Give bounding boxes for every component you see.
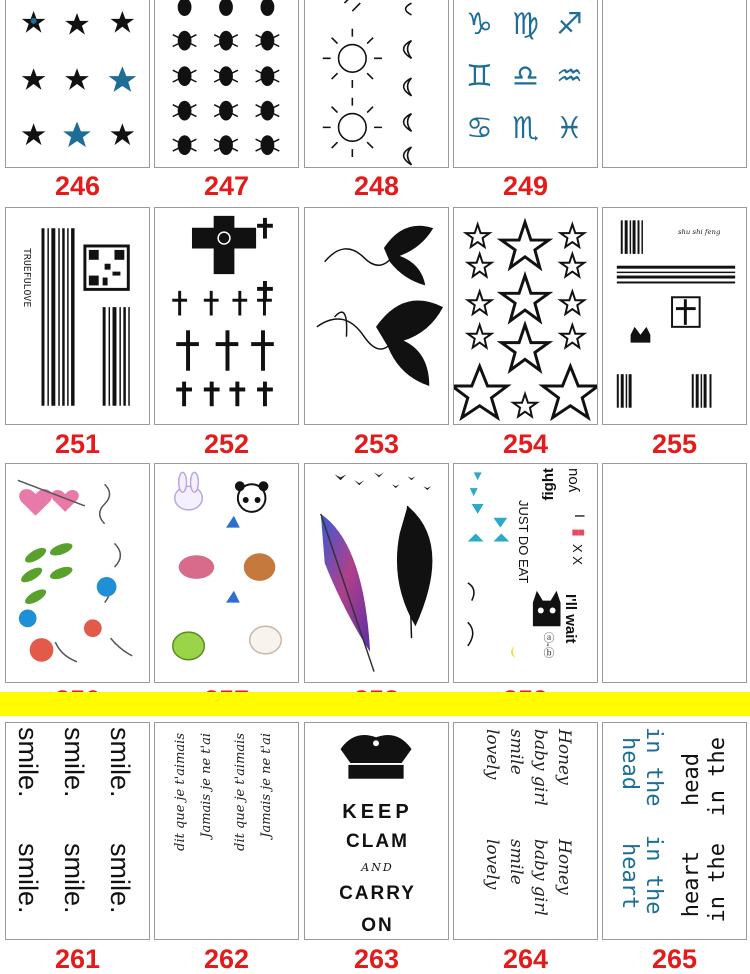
zodiac-cancer-icon: ♋ xyxy=(466,111,493,146)
text-just-do-eat: JUST DO EAT xyxy=(516,500,531,584)
stars-tribal-icon xyxy=(6,0,149,167)
catalog-number-251: 251 xyxy=(54,429,101,459)
french-line-1: Jamais je ne t'ai xyxy=(259,733,274,838)
zodiac-capricorn-icon: ♑ xyxy=(466,7,493,42)
smile-text-2: smile. xyxy=(13,843,43,914)
catalog-number-265: 265 xyxy=(651,944,698,974)
design-card-252[interactable] xyxy=(154,207,299,425)
catalog-number-254: 254 xyxy=(502,429,549,459)
design-card-259[interactable] xyxy=(453,463,598,683)
zodiac-libra-icon: ♎ xyxy=(512,59,539,94)
design-card-249[interactable] xyxy=(453,0,598,168)
zodiac-virgo-icon: ♍ xyxy=(512,7,539,42)
zodiac-gemini-icon: ♊ xyxy=(466,59,493,94)
smile-text-1: smile. xyxy=(13,727,43,798)
lovely-text-2: lovely xyxy=(482,839,502,890)
french-line-4: dit que je t'aimais xyxy=(173,733,188,851)
head-text: head xyxy=(679,753,704,806)
design-card-253[interactable] xyxy=(304,207,449,425)
crosses-icon xyxy=(155,208,298,424)
design-card-251[interactable] xyxy=(5,207,150,425)
keep-text: KEEP xyxy=(342,801,413,823)
barcode-text: TRUEFULOVE xyxy=(20,247,32,308)
text-i: I xyxy=(572,514,588,518)
design-card-256[interactable] xyxy=(5,463,150,683)
design-card-blank-1 xyxy=(602,0,747,168)
catalog-number-246: 246 xyxy=(54,171,101,201)
sun-moon-icon xyxy=(305,0,448,167)
text-ill-wait: I'll wait xyxy=(562,594,579,644)
head-text-blue: head xyxy=(617,737,642,790)
honey-text-2: Honey xyxy=(554,839,574,895)
feathers-birds-icon xyxy=(305,464,448,682)
design-card-263[interactable] xyxy=(304,722,449,940)
smile-text-3: smile. xyxy=(59,727,89,798)
french-line-2: dit que je t'aimais xyxy=(233,733,248,851)
cute-animals-icon xyxy=(155,464,298,682)
design-card-247[interactable] xyxy=(154,0,299,168)
heart-text-blue: heart xyxy=(617,843,642,910)
text-fight: fight xyxy=(540,468,557,501)
catalog-number-252: 252 xyxy=(203,429,250,459)
in-the-text-2: in the xyxy=(641,727,666,807)
zodiac-scorpio-icon: ♏ xyxy=(512,111,539,146)
catalog-number-247: 247 xyxy=(203,171,250,201)
hearts-leaves-flowers-icon xyxy=(6,464,149,682)
carry-text: CARRY xyxy=(339,883,416,904)
smile-script-text-1: smile xyxy=(506,729,526,775)
catalog-number-248: 248 xyxy=(353,171,400,201)
insects-icon xyxy=(155,0,298,167)
design-card-258[interactable] xyxy=(304,463,449,683)
text-you: you xyxy=(564,468,581,493)
clam-text: CLAM xyxy=(346,831,409,852)
smile-script-text-2: smile xyxy=(506,839,526,885)
zodiac-sagittarius-icon: ♐ xyxy=(556,7,583,42)
catalog-number-253: 253 xyxy=(353,429,400,459)
catalog-number-255: 255 xyxy=(651,429,698,459)
design-card-246[interactable] xyxy=(5,0,150,168)
baby-girl-text-1: baby girl xyxy=(530,729,550,806)
catalog-number-262: 262 xyxy=(203,944,250,974)
french-line-3: Jamais je ne t'ai xyxy=(199,733,214,838)
and-text: AND xyxy=(361,861,394,874)
zodiac-aquarius-icon: ♒ xyxy=(556,59,583,94)
in-the-text-4: in the xyxy=(641,835,666,915)
design-card-254[interactable] xyxy=(453,207,598,425)
honey-text-1: Honey xyxy=(554,729,574,785)
design-card-261[interactable] xyxy=(5,722,150,940)
design-card-264[interactable] xyxy=(453,722,598,940)
design-card-265[interactable] xyxy=(602,722,747,940)
in-the-text-3: in the xyxy=(705,843,730,923)
text-code: ⓐ-ⓑ xyxy=(542,632,554,658)
design-card-blank-2 xyxy=(602,463,747,683)
collage-text: shu shi feng xyxy=(677,228,721,237)
on-text: ON xyxy=(361,915,394,936)
butterflies-icon xyxy=(305,208,448,424)
highlight-band xyxy=(0,692,750,716)
design-card-257[interactable] xyxy=(154,463,299,683)
text-xx: X X xyxy=(570,544,585,565)
smile-text-5: smile. xyxy=(105,727,135,798)
design-card-262[interactable] xyxy=(154,722,299,940)
design-card-255[interactable] xyxy=(602,207,747,425)
catalog-number-249: 249 xyxy=(502,171,549,201)
smile-text-4: smile. xyxy=(59,843,89,914)
lovely-text-1: lovely xyxy=(482,729,502,780)
catalog-number-264: 264 xyxy=(502,944,549,974)
catalog-number-263: 263 xyxy=(353,944,400,974)
triangles-cat-icon xyxy=(454,464,597,682)
barcode-qrcode-icon xyxy=(6,208,149,424)
zodiac-pisces-icon: ♓ xyxy=(556,111,583,146)
baby-girl-text-2: baby girl xyxy=(530,839,550,916)
heart-text: heart xyxy=(679,851,704,918)
design-card-248[interactable] xyxy=(304,0,449,168)
in-the-text-1: in the xyxy=(705,737,730,817)
smile-text-6: smile. xyxy=(105,843,135,914)
outline-stars-icon xyxy=(454,208,597,424)
barcode-crown-collage-icon xyxy=(603,208,746,424)
catalog-number-261: 261 xyxy=(54,944,101,974)
